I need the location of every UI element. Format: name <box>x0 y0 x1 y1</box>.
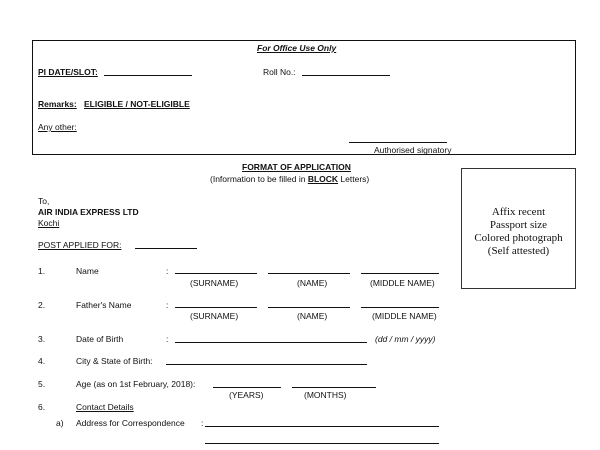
dob-number: 3. <box>38 334 46 344</box>
format-title: FORMAT OF APPLICATION <box>242 162 351 172</box>
name-surname-field[interactable] <box>175 273 257 274</box>
correspondence-colon: : <box>201 418 204 428</box>
post-applied-label: POST APPLIED FOR: <box>38 240 122 250</box>
photo-line-4: (Self attested) <box>487 245 550 257</box>
roll-no-label: Roll No.: <box>263 67 296 77</box>
office-use-box <box>32 40 576 155</box>
dob-label: Date of Birth <box>76 334 124 344</box>
dob-field[interactable] <box>175 342 367 343</box>
father-surname-caption: (SURNAME) <box>190 311 239 321</box>
contact-number: 6. <box>38 402 46 412</box>
name-number: 1. <box>38 266 46 276</box>
father-surname-field[interactable] <box>175 307 257 308</box>
authorised-signatory-label: Authorised signatory <box>374 145 452 155</box>
age-months-field[interactable] <box>292 387 376 388</box>
age-years-field[interactable] <box>213 387 281 388</box>
father-name-caption: (NAME) <box>297 311 328 321</box>
correspondence-label: Address for Correspondence <box>76 418 185 428</box>
age-label: Age (as on 1st February, 2018): <box>76 379 196 389</box>
photo-box <box>461 168 576 289</box>
name-middle-caption: (MIDDLE NAME) <box>370 278 435 288</box>
pi-date-label: PI DATE/SLOT: <box>38 67 98 77</box>
name-name-caption: (NAME) <box>297 278 328 288</box>
correspondence-field-line-1[interactable] <box>205 426 439 427</box>
dob-colon: : <box>166 334 169 344</box>
father-colon: : <box>166 300 169 310</box>
format-subtitle: (Information to be filled in BLOCK Letters) <box>210 174 370 184</box>
name-name-field[interactable] <box>268 273 350 274</box>
roll-no-field[interactable] <box>302 75 390 76</box>
name-surname-caption: (SURNAME) <box>190 278 239 288</box>
father-name-field[interactable] <box>268 307 350 308</box>
company-city: Kochi <box>38 218 60 228</box>
photo-line-2: Passport size <box>489 219 548 231</box>
age-years-caption: (YEARS) <box>229 390 264 400</box>
city-field[interactable] <box>166 364 367 365</box>
correspondence-number: a) <box>56 418 64 428</box>
photo-line-3: Colored photograph <box>474 232 563 244</box>
post-applied-field[interactable] <box>135 248 197 249</box>
city-label: City & State of Birth: <box>76 356 153 366</box>
remarks-label: Remarks: <box>38 99 77 109</box>
to-label: To, <box>38 196 50 206</box>
photo-instructions <box>462 206 575 258</box>
father-middle-caption: (MIDDLE NAME) <box>372 311 437 321</box>
age-number: 5. <box>38 379 46 389</box>
name-label: Name <box>76 266 99 276</box>
dob-format-hint: (dd / mm / yyyy) <box>375 334 436 344</box>
company-name: AIR INDIA EXPRESS LTD <box>38 207 139 217</box>
father-middle-field[interactable] <box>361 307 439 308</box>
name-colon: : <box>166 266 169 276</box>
father-label: Father's Name <box>76 300 132 310</box>
father-number: 2. <box>38 300 46 310</box>
any-other-label: Any other: <box>38 122 77 132</box>
name-middle-field[interactable] <box>361 273 439 274</box>
city-number: 4. <box>38 356 46 366</box>
contact-label: Contact Details <box>76 402 134 412</box>
age-months-caption: (MONTHS) <box>304 390 347 400</box>
pi-date-field[interactable] <box>104 75 192 76</box>
remarks-value: ELIGIBLE / NOT-ELIGIBLE <box>84 99 190 109</box>
office-use-title: For Office Use Only <box>257 43 337 53</box>
signature-line[interactable] <box>349 142 447 143</box>
correspondence-field-line-2[interactable] <box>205 443 439 444</box>
photo-line-1: Affix recent <box>491 206 546 218</box>
